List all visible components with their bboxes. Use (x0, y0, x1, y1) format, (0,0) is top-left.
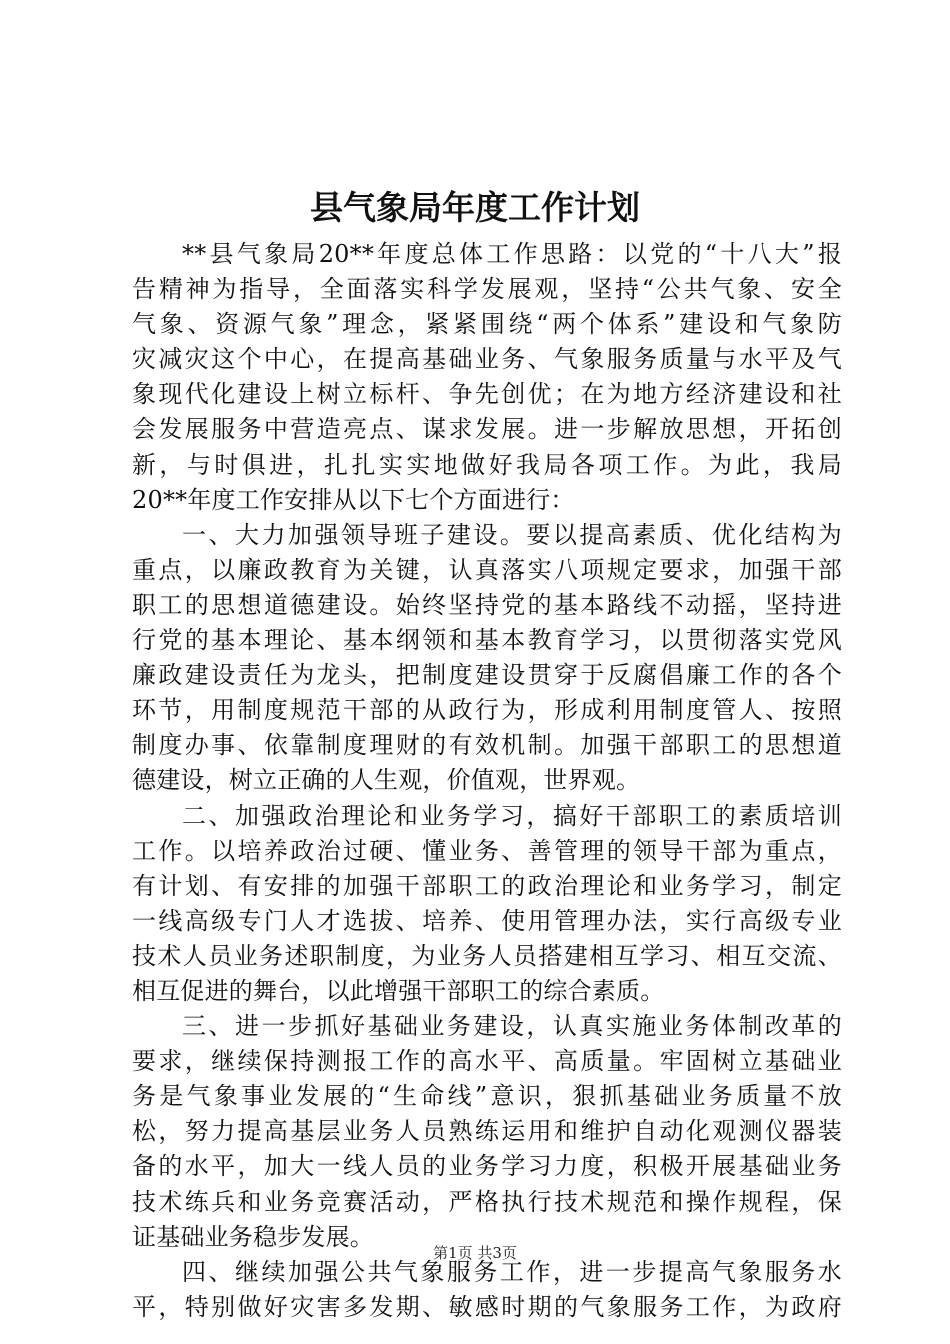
body-line: 二、加强政治理论和业务学习，搞好干部职工的素质培训 (182, 801, 842, 830)
body-line: 象现代化建设上树立标杆、争先创优；在为地方经济建设和社 (132, 380, 842, 409)
body-line: 一线高级专门人才选拔、培养、使用管理办法，实行高级专业 (132, 906, 842, 935)
body-line: 平，特别做好灾害多发期、敏感时期的气象服务工作，为政府 (132, 1292, 842, 1321)
body-line: 气象、资源气象”理念，紧紧围绕“两个体系”建设和气象防 (132, 310, 842, 339)
body-line: 制度办事、依靠制度理财的有效机制。加强干部职工的思想道 (132, 731, 842, 760)
document-title: 县气象局年度工作计划 (310, 188, 640, 227)
body-line: 重点，以廉政教育为关键，认真落实八项规定要求，加强干部 (132, 555, 842, 584)
body-line: 德建设，树立正确的人生观，价值观，世界观。 (132, 766, 641, 795)
body-line: **县气象局20**年度总体工作思路：以党的“十八大”报 (182, 240, 842, 268)
body-line: 松，努力提高基层业务人员熟练运用和维护自动化观测仪器装 (132, 1117, 842, 1146)
page-number-footer: 第1页 共3页 (433, 1244, 517, 1262)
body-line: 会发展服务中营造亮点、谋求发展。进一步解放思想，开拓创 (132, 415, 842, 444)
body-line: 行党的基本理论、基本纲领和基本教育学习，以贯彻落实党风 (132, 626, 842, 655)
body-line: 证基础业务稳步发展。 (132, 1222, 374, 1251)
body-line: 20**年度工作安排从以下七个方面进行： (132, 485, 575, 514)
body-line: 务是气象事业发展的“生命线”意识，狠抓基础业务质量不放 (132, 1082, 842, 1111)
body-line: 一、大力加强领导班子建设。要以提高素质、优化结构为 (182, 520, 842, 549)
body-line: 三、进一步抓好基础业务建设，认真实施业务体制改革的 (182, 1012, 842, 1041)
body-line: 职工的思想道德建设。始终坚持党的基本路线不动摇，坚持进 (132, 590, 842, 619)
body-line: 要求，继续保持测报工作的高水平、高质量。牢固树立基础业 (132, 1047, 842, 1076)
body-line: 相互促进的舞台，以此增强干部职工的综合素质。 (132, 976, 665, 1005)
document-body (132, 237, 842, 1325)
body-line: 工作。以培养政治过硬、懂业务、善管理的领导干部为重点， (132, 836, 842, 865)
body-line: 环节，用制度规范干部的从政行为，形成利用制度管人、按照 (132, 696, 842, 725)
body-line: 技术练兵和业务竞赛活动，严格执行技术规范和操作规程，保 (132, 1187, 842, 1216)
body-line: 有计划、有安排的加强干部职工的政治理论和业务学习，制定 (132, 871, 842, 900)
body-line: 技术人员业务述职制度，为业务人员搭建相互学习、相互交流、 (132, 941, 842, 970)
body-line: 灾减灾这个中心，在提高基础业务、气象服务质量与水平及气 (132, 345, 842, 374)
body-line: 廉政建设责任为龙头，把制度建设贯穿于反腐倡廉工作的各个 (132, 661, 842, 690)
body-line: 四、继续加强公共气象服务工作，进一步提高气象服务水 (182, 1257, 842, 1286)
body-line: 备的水平，加大一线人员的业务学习力度，积极开展基础业务 (132, 1152, 842, 1181)
body-line: 告精神为指导，全面落实科学发展观，坚持“公共气象、安全 (132, 275, 842, 304)
body-line: 新，与时俱进，扎扎实实地做好我局各项工作。为此，我局 (132, 450, 842, 479)
